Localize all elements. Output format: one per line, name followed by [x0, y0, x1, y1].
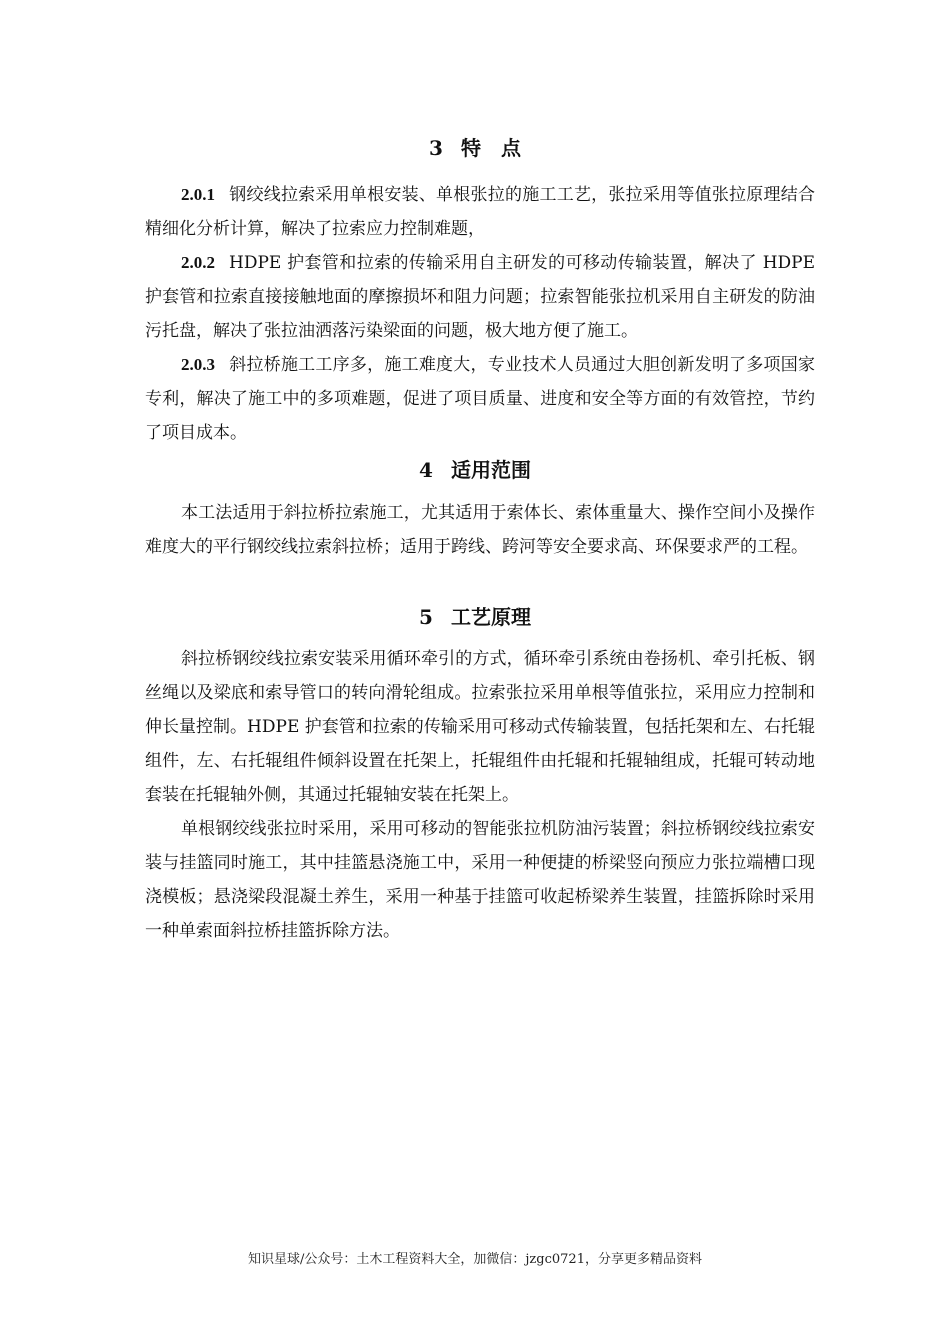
- paragraph-text: 本工法适用于斜拉桥拉索施工，尤其适用于索体长、索体重量大、操作空间小及操作难度大的平行钢绞线拉索斜拉桥；适用于跨线、跨河等安全要求高、环保要求严的工程。: [145, 503, 815, 557]
- clause-2-0-3-paragraph: [145, 348, 815, 450]
- paragraph-text: 单根钢绞线张拉时采用，采用可移动的智能张拉机防油污装置；斜拉桥钢绞线拉索安装与挂篮同时施工，其中挂篮悬浇施工中，采用一种便捷的桥梁竖向预应力张拉端槽口现浇模板；悬浇梁段混凝土养生，采用一种基于挂篮可收起桥梁养生装置，挂篮拆除时采用一种单索面斜拉桥挂篮拆除方法。: [145, 819, 815, 941]
- section-3-heading: [0, 134, 950, 162]
- principle-paragraph-2: [145, 812, 815, 948]
- section-3-number: 3: [429, 136, 443, 160]
- clause-text: 钢绞线拉索采用单根安装、单根张拉的施工工艺，张拉采用等值张拉原理结合精细化分析计算，解决了拉索应力控制难题，: [145, 185, 815, 239]
- page-footer: 知识星球/公众号：土木工程资料大全，加微信：jzgc0721，分享更多精品资料: [248, 1252, 702, 1267]
- clause-text: 斜拉桥施工工序多，施工难度大，专业技术人员通过大胆创新发明了多项国家专利，解决了施工中的多项难题，促进了项目质量、进度和安全等方面的有效管控，节约了项目成本。: [145, 355, 815, 443]
- section-3-title: 特 点: [460, 136, 521, 160]
- principle-paragraph-1: [145, 642, 815, 812]
- section-5-title: 工艺原理: [450, 605, 531, 629]
- clause-text: HDPE 护套管和拉索的传输采用自主研发的可移动传输装置，解决了 HDPE 护套管和拉索直接接触地面的摩擦损坏和阻力问题；拉索智能张拉机采用自主研发的防油污托盘，解决了张拉油洒落污染梁面的问题，极大地方便了施工。: [145, 253, 815, 341]
- scope-paragraph: [145, 496, 815, 564]
- clause-number: 2.0.2: [181, 253, 215, 272]
- clause-number: 2.0.3: [181, 355, 215, 374]
- section-4-number: 4: [419, 458, 433, 482]
- section-4-title: 适用范围: [450, 458, 531, 482]
- section-5-heading: [0, 603, 950, 631]
- clause-number: 2.0.1: [181, 185, 215, 204]
- paragraph-text: 斜拉桥钢绞线拉索安装采用循环牵引的方式，循环牵引系统由卷扬机、牵引托板、钢丝绳以及梁底和索导管口的转向滑轮组成。拉索张拉采用单根等值张拉，采用应力控制和伸长量控制。HDPE 护套管和拉索的传输采用可移动式传输装置，包括托架和左、右托辊组件，左、右托辊组件倾斜设置在托架上，托辊组件由托辊和托辊轴组成，托辊可转动地套装在托辊轴外侧，其通过托辊轴安装在托架上。: [145, 649, 815, 805]
- section-4-heading: [0, 456, 950, 484]
- section-5-number: 5: [419, 605, 433, 629]
- clause-2-0-2-paragraph: [145, 246, 815, 348]
- clause-2-0-1-paragraph: [145, 178, 815, 246]
